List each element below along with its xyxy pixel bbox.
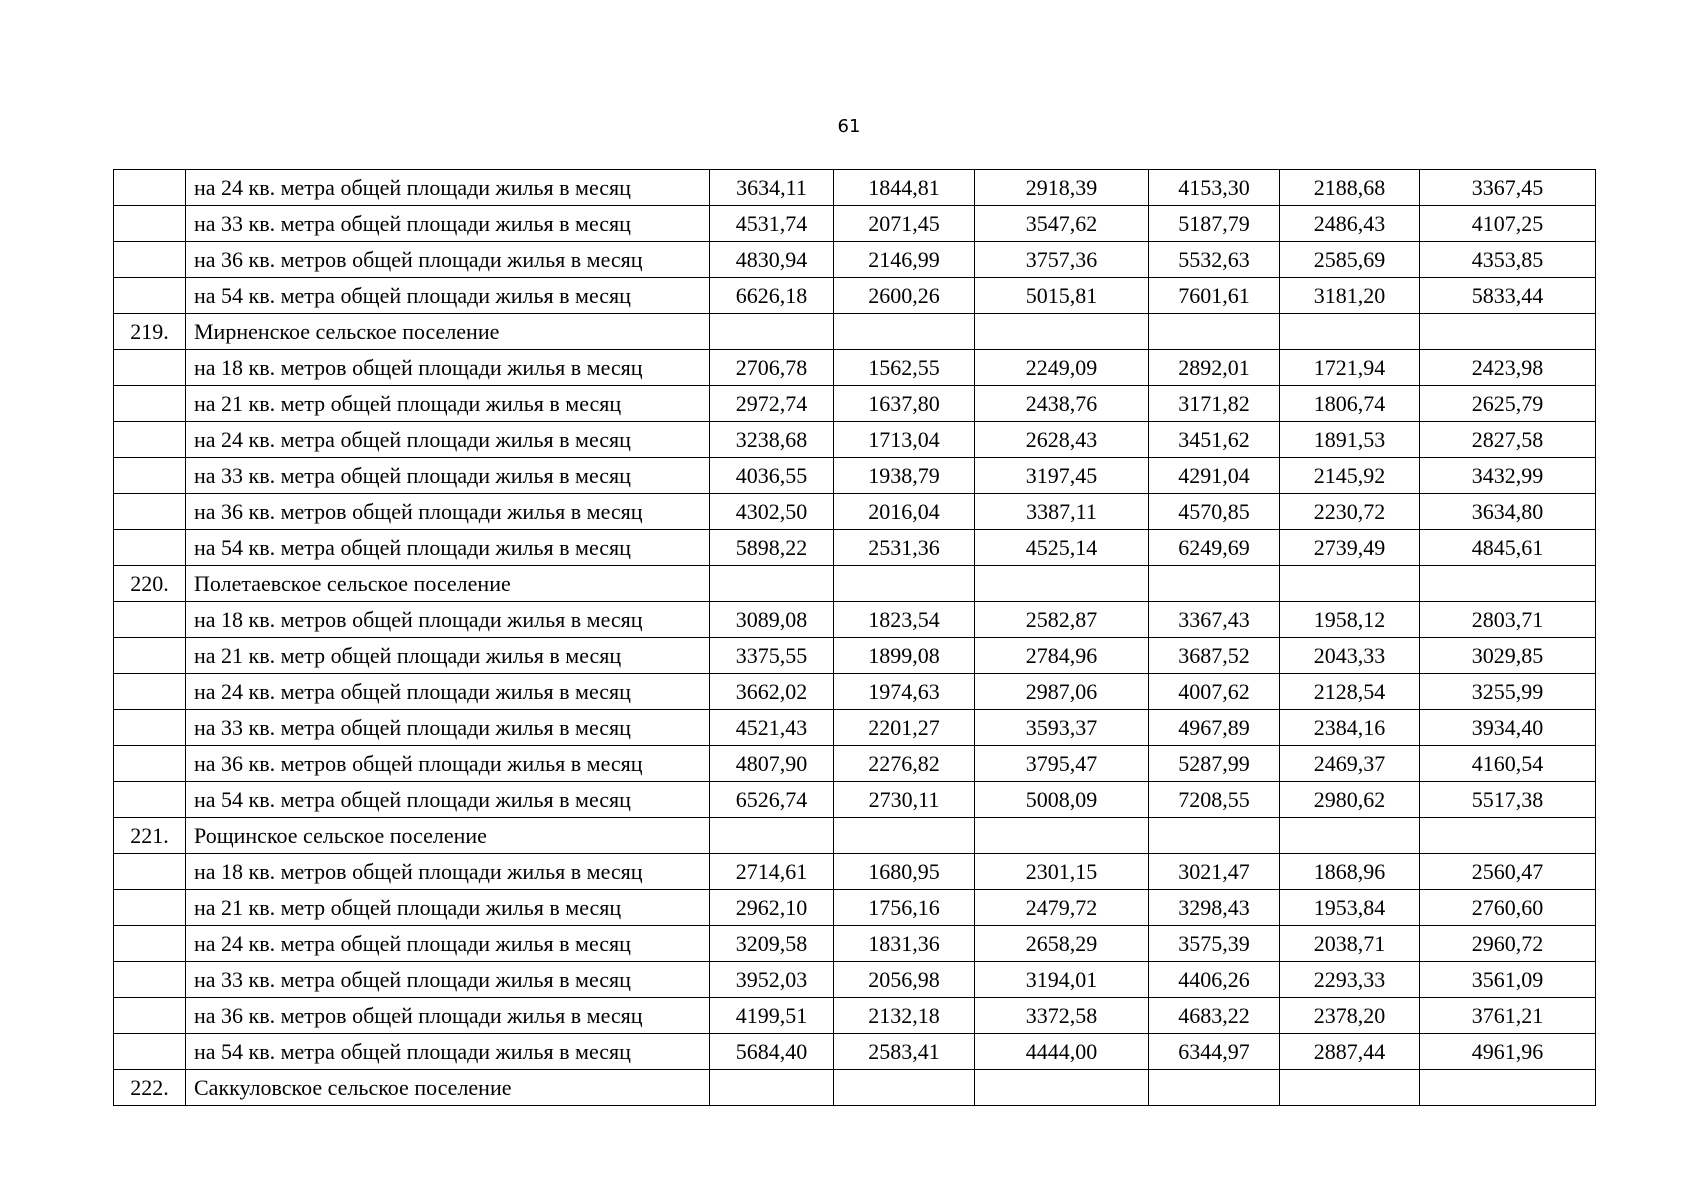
value-cell: 1868,96 [1280, 854, 1420, 890]
value-cell: 2438,76 [975, 386, 1149, 422]
value-cell: 2739,49 [1280, 530, 1420, 566]
row-label-cell: на 54 кв. метра общей площади жилья в месяц [186, 530, 710, 566]
value-cell [710, 1070, 834, 1106]
value-cell: 5015,81 [975, 278, 1149, 314]
value-cell: 4444,00 [975, 1034, 1149, 1070]
row-label-cell: на 33 кв. метра общей площади жилья в месяц [186, 206, 710, 242]
value-cell: 3757,36 [975, 242, 1149, 278]
table-row [114, 530, 1596, 566]
value-cell: 2628,43 [975, 422, 1149, 458]
table-row [114, 386, 1596, 422]
value-cell: 2827,58 [1420, 422, 1596, 458]
value-cell: 4353,85 [1420, 242, 1596, 278]
section-row [114, 818, 1596, 854]
data-table [113, 169, 1596, 1106]
value-cell: 7601,61 [1149, 278, 1280, 314]
table-row [114, 998, 1596, 1034]
value-cell: 4961,96 [1420, 1034, 1596, 1070]
value-cell: 4302,50 [710, 494, 834, 530]
row-label-cell: на 24 кв. метра общей площади жилья в месяц [186, 170, 710, 206]
value-cell: 2486,43 [1280, 206, 1420, 242]
row-label-cell: Полетаевское сельское поселение [186, 566, 710, 602]
value-cell: 3547,62 [975, 206, 1149, 242]
table-row [114, 602, 1596, 638]
value-cell: 3593,37 [975, 710, 1149, 746]
value-cell: 1637,80 [834, 386, 975, 422]
value-cell: 2531,36 [834, 530, 975, 566]
row-label-cell: на 24 кв. метра общей площади жилья в месяц [186, 422, 710, 458]
row-label-cell: на 36 кв. метров общей площади жилья в месяц [186, 998, 710, 1034]
value-cell: 1756,16 [834, 890, 975, 926]
row-number-cell [114, 638, 186, 674]
value-cell: 1958,12 [1280, 602, 1420, 638]
value-cell: 2600,26 [834, 278, 975, 314]
row-label-cell: на 24 кв. метра общей площади жилья в месяц [186, 926, 710, 962]
value-cell: 4107,25 [1420, 206, 1596, 242]
value-cell: 5684,40 [710, 1034, 834, 1070]
value-cell: 2760,60 [1420, 890, 1596, 926]
row-number-cell: 222. [114, 1070, 186, 1106]
value-cell [1149, 314, 1280, 350]
value-cell: 5532,63 [1149, 242, 1280, 278]
value-cell: 5008,09 [975, 782, 1149, 818]
row-label-cell: на 18 кв. метров общей площади жилья в месяц [186, 602, 710, 638]
table-row [114, 458, 1596, 494]
value-cell: 3795,47 [975, 746, 1149, 782]
value-cell: 1953,84 [1280, 890, 1420, 926]
value-cell: 3181,20 [1280, 278, 1420, 314]
value-cell: 2960,72 [1420, 926, 1596, 962]
value-cell: 2582,87 [975, 602, 1149, 638]
value-cell: 2987,06 [975, 674, 1149, 710]
value-cell: 2892,01 [1149, 350, 1280, 386]
row-number-cell [114, 494, 186, 530]
table-row [114, 170, 1596, 206]
value-cell: 2714,61 [710, 854, 834, 890]
value-cell [975, 566, 1149, 602]
value-cell [834, 1070, 975, 1106]
value-cell: 1974,63 [834, 674, 975, 710]
row-label-cell: на 18 кв. метров общей площади жилья в месяц [186, 350, 710, 386]
value-cell: 2043,33 [1280, 638, 1420, 674]
value-cell [1420, 566, 1596, 602]
value-cell: 2706,78 [710, 350, 834, 386]
value-cell: 4683,22 [1149, 998, 1280, 1034]
value-cell: 1831,36 [834, 926, 975, 962]
row-label-cell: Мирненское сельское поселение [186, 314, 710, 350]
value-cell: 1562,55 [834, 350, 975, 386]
row-number-cell [114, 242, 186, 278]
value-cell: 4007,62 [1149, 674, 1280, 710]
value-cell: 2479,72 [975, 890, 1149, 926]
value-cell: 3372,58 [975, 998, 1149, 1034]
value-cell: 2128,54 [1280, 674, 1420, 710]
value-cell: 2301,15 [975, 854, 1149, 890]
row-label-cell: на 18 кв. метров общей площади жилья в месяц [186, 854, 710, 890]
row-label-cell: на 54 кв. метра общей площади жилья в месяц [186, 278, 710, 314]
value-cell: 2658,29 [975, 926, 1149, 962]
value-cell: 2887,44 [1280, 1034, 1420, 1070]
value-cell [834, 314, 975, 350]
value-cell: 1713,04 [834, 422, 975, 458]
table-row [114, 422, 1596, 458]
row-number-cell [114, 998, 186, 1034]
value-cell: 3375,55 [710, 638, 834, 674]
value-cell: 4160,54 [1420, 746, 1596, 782]
value-cell: 4531,74 [710, 206, 834, 242]
table-row [114, 206, 1596, 242]
table-body [114, 170, 1596, 1106]
value-cell: 2384,16 [1280, 710, 1420, 746]
value-cell: 1680,95 [834, 854, 975, 890]
value-cell: 2230,72 [1280, 494, 1420, 530]
row-number-cell [114, 602, 186, 638]
value-cell: 3171,82 [1149, 386, 1280, 422]
value-cell: 2132,18 [834, 998, 975, 1034]
value-cell: 4036,55 [710, 458, 834, 494]
value-cell: 3575,39 [1149, 926, 1280, 962]
value-cell: 3634,11 [710, 170, 834, 206]
row-label-cell: на 33 кв. метра общей площади жилья в месяц [186, 458, 710, 494]
value-cell: 2145,92 [1280, 458, 1420, 494]
value-cell: 3634,80 [1420, 494, 1596, 530]
table-row [114, 638, 1596, 674]
value-cell: 1844,81 [834, 170, 975, 206]
value-cell: 3298,43 [1149, 890, 1280, 926]
row-number-cell [114, 206, 186, 242]
value-cell: 2293,33 [1280, 962, 1420, 998]
table-row [114, 278, 1596, 314]
value-cell: 5898,22 [710, 530, 834, 566]
value-cell [1280, 818, 1420, 854]
table-row [114, 782, 1596, 818]
value-cell: 2560,47 [1420, 854, 1596, 890]
value-cell: 2583,41 [834, 1034, 975, 1070]
row-number-cell [114, 1034, 186, 1070]
row-number-cell: 219. [114, 314, 186, 350]
value-cell: 4291,04 [1149, 458, 1280, 494]
row-number-cell [114, 962, 186, 998]
value-cell: 2980,62 [1280, 782, 1420, 818]
value-cell [834, 566, 975, 602]
row-number-cell [114, 350, 186, 386]
row-number-cell [114, 170, 186, 206]
table-row [114, 962, 1596, 998]
table-row [114, 494, 1596, 530]
value-cell: 2803,71 [1420, 602, 1596, 638]
value-cell: 1823,54 [834, 602, 975, 638]
value-cell [710, 314, 834, 350]
value-cell [834, 818, 975, 854]
row-number-cell [114, 926, 186, 962]
value-cell: 4845,61 [1420, 530, 1596, 566]
value-cell: 3662,02 [710, 674, 834, 710]
value-cell: 1938,79 [834, 458, 975, 494]
row-label-cell: Саккуловское сельское поселение [186, 1070, 710, 1106]
row-number-cell [114, 854, 186, 890]
value-cell [1149, 818, 1280, 854]
value-cell: 1721,94 [1280, 350, 1420, 386]
value-cell: 4406,26 [1149, 962, 1280, 998]
value-cell: 2585,69 [1280, 242, 1420, 278]
value-cell: 5517,38 [1420, 782, 1596, 818]
value-cell: 2276,82 [834, 746, 975, 782]
value-cell: 3952,03 [710, 962, 834, 998]
value-cell: 3089,08 [710, 602, 834, 638]
value-cell: 3367,45 [1420, 170, 1596, 206]
row-label-cell: на 21 кв. метр общей площади жилья в месяц [186, 386, 710, 422]
value-cell: 1891,53 [1280, 422, 1420, 458]
value-cell: 4199,51 [710, 998, 834, 1034]
value-cell: 6526,74 [710, 782, 834, 818]
row-number-cell [114, 746, 186, 782]
value-cell: 5187,79 [1149, 206, 1280, 242]
row-number-cell [114, 710, 186, 746]
value-cell: 4967,89 [1149, 710, 1280, 746]
value-cell: 2625,79 [1420, 386, 1596, 422]
value-cell: 2249,09 [975, 350, 1149, 386]
value-cell: 4807,90 [710, 746, 834, 782]
section-row [114, 566, 1596, 602]
row-label-cell: на 54 кв. метра общей площади жилья в месяц [186, 1034, 710, 1070]
value-cell: 3238,68 [710, 422, 834, 458]
value-cell [975, 1070, 1149, 1106]
row-label-cell: на 33 кв. метра общей площади жилья в месяц [186, 710, 710, 746]
value-cell: 2038,71 [1280, 926, 1420, 962]
row-label-cell: на 33 кв. метра общей площади жилья в месяц [186, 962, 710, 998]
value-cell: 2962,10 [710, 890, 834, 926]
table-row [114, 350, 1596, 386]
section-row [114, 314, 1596, 350]
value-cell: 2071,45 [834, 206, 975, 242]
value-cell: 3197,45 [975, 458, 1149, 494]
value-cell [710, 818, 834, 854]
row-number-cell [114, 530, 186, 566]
table-row [114, 926, 1596, 962]
value-cell [975, 314, 1149, 350]
value-cell: 2469,37 [1280, 746, 1420, 782]
value-cell: 3561,09 [1420, 962, 1596, 998]
row-number-cell [114, 890, 186, 926]
value-cell: 2016,04 [834, 494, 975, 530]
value-cell [1149, 566, 1280, 602]
value-cell: 3387,11 [975, 494, 1149, 530]
table-row [114, 242, 1596, 278]
value-cell: 6344,97 [1149, 1034, 1280, 1070]
value-cell [710, 566, 834, 602]
page-number: 61 [837, 116, 861, 137]
value-cell: 2201,27 [834, 710, 975, 746]
table-row [114, 710, 1596, 746]
row-number-cell [114, 458, 186, 494]
value-cell: 3687,52 [1149, 638, 1280, 674]
value-cell: 4521,43 [710, 710, 834, 746]
row-label-cell: на 21 кв. метр общей площади жилья в месяц [186, 890, 710, 926]
value-cell: 6626,18 [710, 278, 834, 314]
table-row [114, 674, 1596, 710]
value-cell: 3432,99 [1420, 458, 1596, 494]
value-cell: 4570,85 [1149, 494, 1280, 530]
value-cell: 2146,99 [834, 242, 975, 278]
row-label-cell: на 24 кв. метра общей площади жилья в месяц [186, 674, 710, 710]
value-cell: 1899,08 [834, 638, 975, 674]
value-cell: 5833,44 [1420, 278, 1596, 314]
value-cell: 3934,40 [1420, 710, 1596, 746]
table-row [114, 746, 1596, 782]
value-cell [1420, 818, 1596, 854]
value-cell: 2972,74 [710, 386, 834, 422]
row-label-cell: на 36 кв. метров общей площади жилья в месяц [186, 494, 710, 530]
row-number-cell: 221. [114, 818, 186, 854]
value-cell [1420, 314, 1596, 350]
value-cell: 2784,96 [975, 638, 1149, 674]
value-cell: 2730,11 [834, 782, 975, 818]
value-cell [975, 818, 1149, 854]
row-label-cell: на 21 кв. метр общей площади жилья в месяц [186, 638, 710, 674]
value-cell: 2188,68 [1280, 170, 1420, 206]
row-number-cell [114, 278, 186, 314]
value-cell: 2918,39 [975, 170, 1149, 206]
value-cell [1149, 1070, 1280, 1106]
value-cell: 2056,98 [834, 962, 975, 998]
value-cell: 2423,98 [1420, 350, 1596, 386]
table-row [114, 854, 1596, 890]
value-cell: 3194,01 [975, 962, 1149, 998]
value-cell: 3255,99 [1420, 674, 1596, 710]
value-cell: 5287,99 [1149, 746, 1280, 782]
row-label-cell: Рощинское сельское поселение [186, 818, 710, 854]
value-cell: 2378,20 [1280, 998, 1420, 1034]
value-cell: 3367,43 [1149, 602, 1280, 638]
value-cell: 1806,74 [1280, 386, 1420, 422]
row-number-cell: 220. [114, 566, 186, 602]
value-cell: 4525,14 [975, 530, 1149, 566]
value-cell: 4153,30 [1149, 170, 1280, 206]
table-row [114, 1034, 1596, 1070]
section-row [114, 1070, 1596, 1106]
value-cell: 4830,94 [710, 242, 834, 278]
row-label-cell: на 36 кв. метров общей площади жилья в месяц [186, 242, 710, 278]
value-cell: 3029,85 [1420, 638, 1596, 674]
value-cell [1420, 1070, 1596, 1106]
row-label-cell: на 54 кв. метра общей площади жилья в месяц [186, 782, 710, 818]
row-number-cell [114, 422, 186, 458]
value-cell: 3451,62 [1149, 422, 1280, 458]
row-number-cell [114, 674, 186, 710]
value-cell: 6249,69 [1149, 530, 1280, 566]
value-cell: 7208,55 [1149, 782, 1280, 818]
value-cell [1280, 566, 1420, 602]
row-number-cell [114, 782, 186, 818]
table-row [114, 890, 1596, 926]
row-number-cell [114, 386, 186, 422]
row-label-cell: на 36 кв. метров общей площади жилья в месяц [186, 746, 710, 782]
value-cell [1280, 1070, 1420, 1106]
value-cell [1280, 314, 1420, 350]
value-cell: 3761,21 [1420, 998, 1596, 1034]
value-cell: 3209,58 [710, 926, 834, 962]
value-cell: 3021,47 [1149, 854, 1280, 890]
